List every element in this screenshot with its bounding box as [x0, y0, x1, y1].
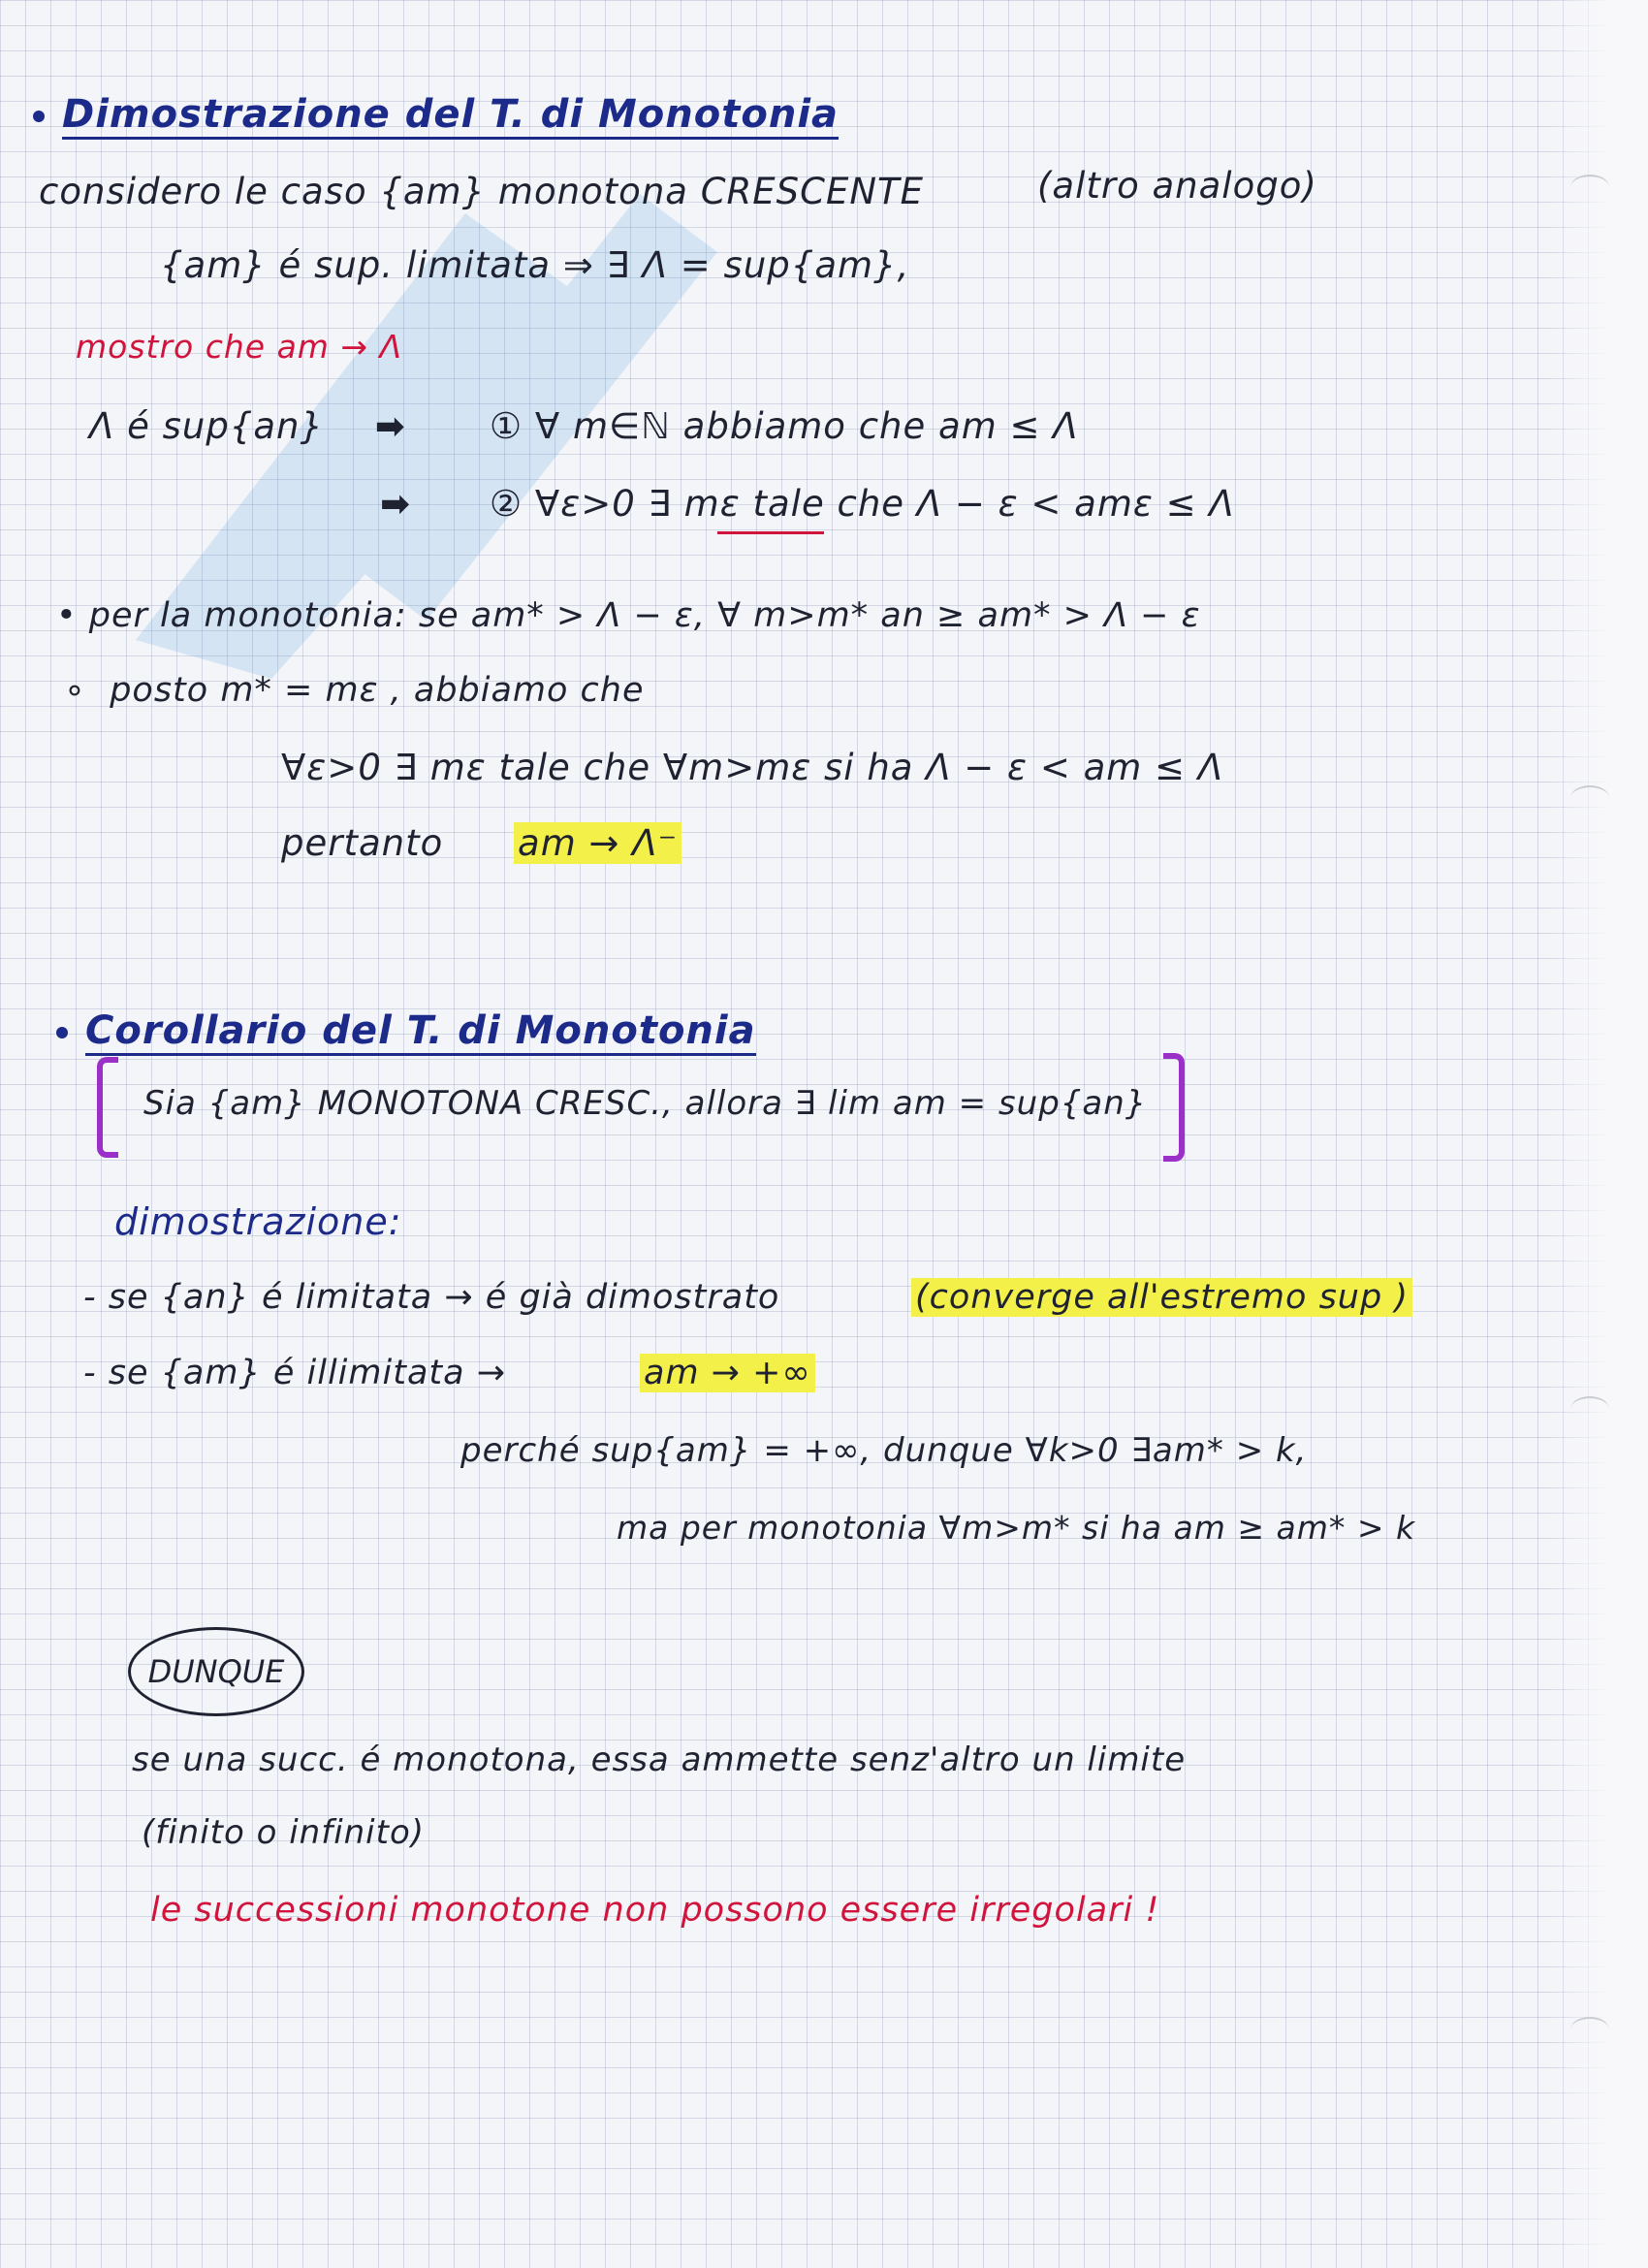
corollary-statement: Sia {am} MONOTONA CRESC., allora ∃ lim am = sup{an}	[143, 1084, 1148, 1123]
right-bracket	[1163, 1053, 1185, 1162]
note-line: • per la monotonia: se am* > Λ − ε, ∀ m>m* an ≥ am* > Λ − ε	[56, 596, 1201, 635]
note-line: {am} é sup. limitata ⇒ ∃ Λ = sup{am},	[160, 244, 910, 286]
proof-case-line: - se {am} é illimitata →	[83, 1354, 507, 1392]
red-underline	[717, 531, 824, 534]
section-title-monotonia	[33, 92, 839, 137]
sup-definition-text: Λ é sup{an}	[89, 405, 325, 447]
page-fold-mark	[1570, 175, 1609, 200]
note-line	[39, 171, 924, 212]
note-line: ① ∀ m∈ℕ abbiamo che am ≤ Λ	[490, 405, 1079, 447]
title-text: Corollario del T. di Monotonia	[85, 1008, 756, 1056]
page-fold-mark	[1570, 2017, 1609, 2042]
conclusion-line: (finito o infinito)	[142, 1813, 426, 1852]
pertanto-text: pertanto	[281, 822, 444, 864]
page-right-edge	[1551, 0, 1648, 2268]
consider-case-text: considero le caso {am} monotona CRESCENTE	[39, 171, 924, 212]
proof-label: dimostrazione:	[114, 1200, 402, 1243]
note-line: ② ∀ε>0 ∃ mε tale che Λ − ε < amε ≤ Λ	[490, 483, 1235, 525]
note-line: ∘ posto m* = mε , abbiamo che	[64, 671, 645, 710]
note-aside: (altro analogo)	[1037, 165, 1317, 207]
left-bracket	[97, 1057, 118, 1158]
note-line: ∀ε>0 ∃ mε tale che ∀m>mε si ha Λ − ε < am ≤ Λ	[281, 747, 1224, 788]
proof-case-line: - se {an} é limitata → é già dimostrato	[83, 1278, 780, 1317]
monotonia-text: per la monotonia: se am* > Λ − ε, ∀ m>m* an ≥ am* > Λ − ε	[88, 596, 1201, 635]
highlighted-result: am → +∞	[640, 1354, 815, 1392]
arrow-icon: ➡	[374, 405, 406, 447]
page-fold-mark	[1570, 1396, 1609, 1421]
arrow-icon: ➡	[380, 483, 412, 525]
conclusion-line: se una succ. é monotona, essa ammette senz'altro un limite	[132, 1741, 1187, 1779]
proof-case-result	[640, 1354, 815, 1392]
note-line	[281, 822, 681, 864]
proof-case-note	[911, 1278, 1412, 1317]
title-text: Dimostrazione del T. di Monotonia	[62, 92, 839, 140]
note-line	[89, 405, 406, 447]
highlighted-note: (converge all'estremo sup )	[911, 1278, 1412, 1317]
dunque-badge: DUNQUE	[128, 1627, 304, 1716]
page-fold-mark	[1570, 785, 1609, 811]
bullet-icon	[33, 111, 45, 122]
section-title-corollario	[56, 1008, 756, 1053]
conclusion-red-line: le successioni monotone non possono essere irregolari !	[150, 1891, 1160, 1930]
posto-text: posto m* = mε , abbiamo che	[110, 671, 645, 710]
proof-line: perché sup{am} = +∞, dunque ∀k>0 ∃am* > k,	[460, 1431, 1308, 1470]
bullet-icon	[56, 1027, 68, 1038]
red-note-line: mostro che am → Λ	[76, 328, 403, 366]
proof-line: ma per monotonia ∀m>m* si ha am ≥ am* > k	[617, 1509, 1416, 1547]
highlighted-result: am → Λ⁻	[514, 822, 681, 864]
